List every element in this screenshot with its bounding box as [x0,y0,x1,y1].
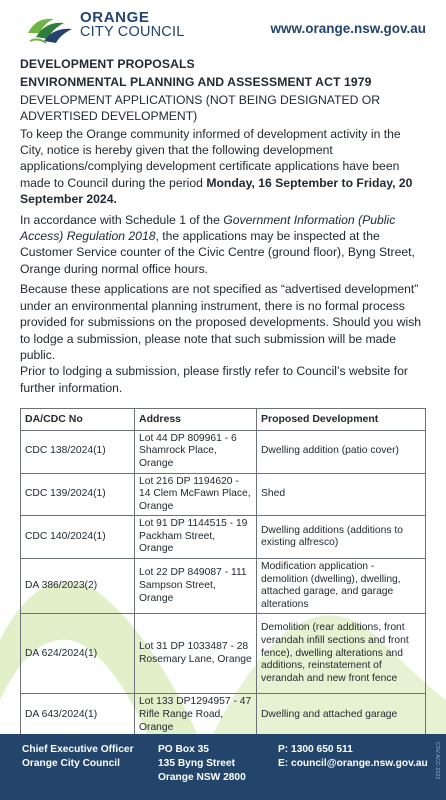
notice-paragraph-inspection [20,212,426,278]
notice-paragraph-submissions: Because these applications are not specified as “advertised development” under an environmental planning instrument, there is no formal process provided for submissions on the proposed developments. Should you wish to lodge a submission, please note that such submission will be made public. [20,282,422,362]
phone-number: 1300 650 511 [291,744,353,755]
cell-address: Lot 44 DP 809961 - 6 Shamrock Place, Orange [135,430,257,473]
brand-name [80,10,184,40]
table-row [21,516,426,559]
website-url: www.orange.nsw.gov.au [270,21,426,36]
table-row [21,559,426,614]
column-header-no: DA/CDC No [21,409,135,431]
cell-development: Shed [257,473,426,516]
cell-development: Demolition (rear additions, front verandah infill sections and front fence), dwelling alterations and additions, reinstatement of verandah and new front fence [257,614,426,694]
cell-application-no: DA 643/2024(1) [21,694,135,737]
cell-development: Dwelling and attached garage [257,694,426,737]
cell-application-no: CDC 140/2024(1) [21,516,135,559]
cell-development: Dwelling addition (patio cover) [257,430,426,473]
header [0,0,446,50]
notice-paragraph-website: Prior to lodging a submission, please firstly refer to Council’s website for further information. [20,364,408,395]
cell-application-no: CDC 138/2024(1) [21,430,135,473]
table-row [21,473,426,516]
email-address: council@orange.nsw.gov.au [291,758,428,770]
inspection-suffix: , the applications may be inspected at the Customer Service counter of the Civic Centre (ground floor), Byng Street, Orange during normal office hours. [20,229,415,276]
cell-address: Lot 133 DP1294957 - 47 Rifle Range Road, Orange [135,694,257,737]
phone-label: P: [278,744,289,755]
footer-vertical-code: CSV-ACC-2022 [434,742,440,780]
brand-name-line1: ORANGE [80,9,150,26]
cell-development: Modification application - demolition (dwelling), dwelling, attached garage, and garage alterations [257,559,426,614]
footer-street: 135 Byng Street [158,758,236,770]
cell-address: Lot 91 DP 1144515 - 19 Packham Street, Orange [135,516,257,559]
cell-application-no: DA 624/2024(1) [21,614,135,694]
footer-email [278,757,428,771]
notice-paragraph-intro [20,126,426,208]
cell-address: Lot 216 DP 1194620 - 14 Clem McFawn Place, Orange [135,473,257,516]
inspection-prefix: In accordance with Schedule 1 of the [20,212,224,227]
table-row [21,694,426,737]
notice-period: Monday, 16 September to Friday, 20 September 2024. [20,175,413,207]
footer-city: Orange NSW 2800 [158,772,246,784]
table-row [21,430,426,473]
column-header-address: Address [135,409,257,431]
footer [0,734,446,800]
cell-development: Dwelling additions (additions to existing alfresco) [257,516,426,559]
notice-heading-development-proposals: DEVELOPMENT PROPOSALS [20,57,195,71]
table-header-row [21,409,426,431]
notice-body [0,50,446,396]
intro-text: To keep the Orange community informed of development activity in the City, notice is hereby given that the following development applications/complying development certificate applications have been made to Council during the period [20,126,401,190]
notice-heading-act: ENVIRONMENTAL PLANNING AND ASSESSMENT ACT 1979 [20,75,372,90]
footer-ceo-block [22,743,134,771]
orange-city-council-logo-icon [24,7,76,45]
table-row [21,614,426,694]
footer-address-block [158,743,246,786]
footer-ceo-org: Orange City Council [22,758,120,770]
footer-ceo-title: Chief Executive Officer [22,744,134,755]
footer-phone [278,743,428,757]
notice-heading-applications: DEVELOPMENT APPLICATIONS (NOT BEING DESIGNATED OR ADVERTISED DEVELOPMENT) [20,92,381,124]
footer-po-box: PO Box 35 [158,744,209,755]
regulation-name: Government Information (Public Access) Regulation 2018 [20,212,396,244]
column-header-development: Proposed Development [257,409,426,431]
cell-address: Lot 22 DP 849087 - 111 Sampson Street, Orange [135,559,257,614]
cell-application-no: CDC 139/2024(1) [21,473,135,516]
email-label: E: [278,758,289,770]
brand-name-line2: CITY COUNCIL [80,24,185,40]
cell-application-no: DA 386/2023(2) [21,559,135,614]
cell-address: Lot 31 DP 1033487 - 28 Rosemary Lane, Orange [135,614,257,694]
applications-table [20,408,426,737]
footer-contact-block [278,743,428,771]
